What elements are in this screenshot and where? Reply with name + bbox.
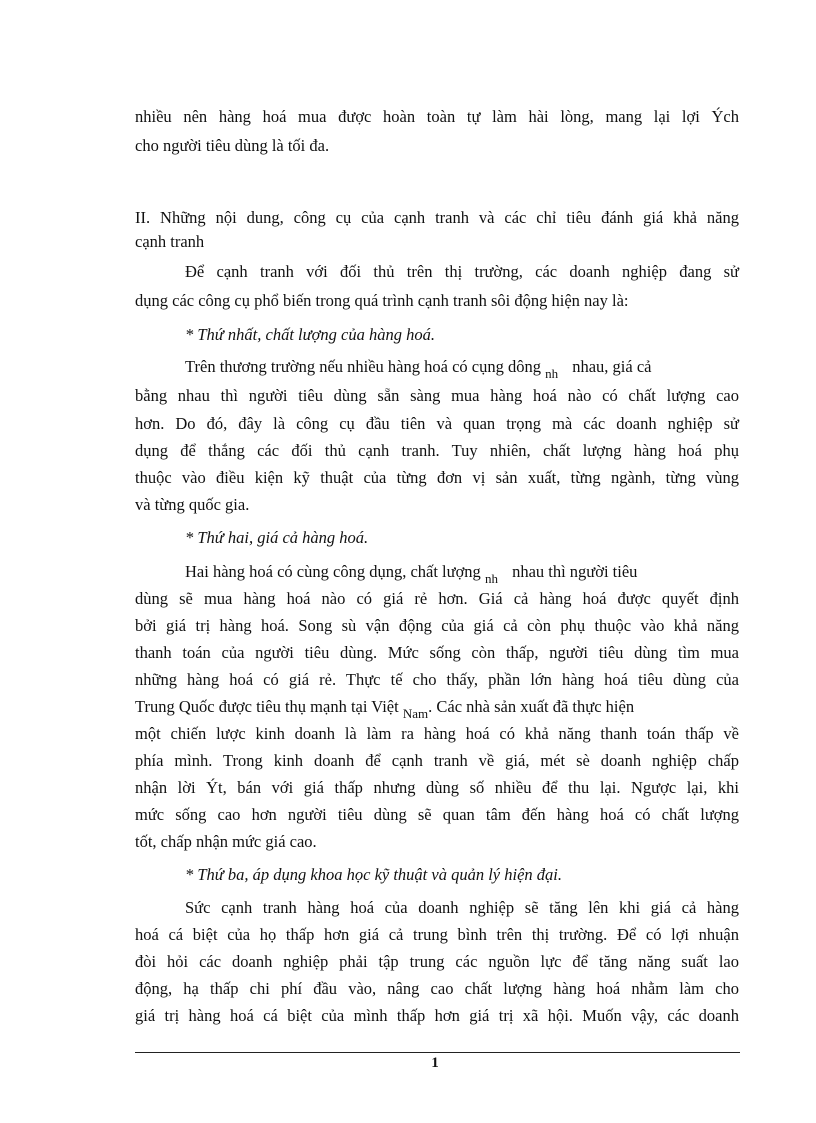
section-heading: II. Những nội dung, công cụ của cạnh tranh và các chỉ tiêu đánh giá khả năng: [135, 208, 739, 227]
text-line: Để cạnh tranh với đối thủ trên thị trường, các doanh nghiệp đang sử: [185, 262, 739, 281]
text-line: hơn. Do đó, đây là công cụ đầu tiên và quan trọng mà các doanh nghiệp sử: [135, 414, 739, 433]
text-line: một chiến lược kinh doanh là làm ra hàng hoá có khả năng thanh toán thấp về: [135, 724, 739, 743]
text-line: cho người tiêu dùng là tối đa.: [135, 136, 330, 155]
text-line: thanh toán của người tiêu dùng. Mức sống còn thấp, người tiêu dùng tìm mua: [135, 643, 739, 662]
text-fragment: nh: [545, 366, 559, 381]
text-line: mức sống cao hơn người tiêu dùng sẽ quan tâm đến hàng hoá có chất lượng: [135, 805, 739, 824]
text-fragment: Hai hàng hoá có cùng công dụng, chất lượng: [185, 562, 481, 581]
text-fragment: nh: [484, 571, 498, 586]
text-line: nhiều nên hàng hoá mua được hoàn toàn tự làm hài lòng, mang lại lợi Ých: [135, 107, 739, 126]
text-line: bằng nhau thì người tiêu dùng sẵn sàng mua hàng hoá nào có chất lượng cao: [135, 386, 739, 405]
text-line: nhận lời Ýt, bán với giá thấp nhưng dùng số nhiều để thu lại. Ngược lại, khi: [135, 778, 739, 797]
item-title: * Thứ hai, giá cả hàng hoá.: [185, 528, 369, 547]
text-fragment: nhau thì người tiêu: [512, 562, 638, 581]
text-line: phía mình. Trong kinh doanh để cạnh tranh về giá, mét sè doanh nghiệp chấp: [135, 751, 739, 770]
text-line: bởi giá trị hàng hoá. Song sù vận động của giá cả còn phụ thuộc vào khả năng: [135, 616, 739, 635]
page-number: 1: [431, 1055, 439, 1071]
text-line: dụng để thắng các đối thủ cạnh tranh. Tuy nhiên, chất lượng hàng hoá phụ: [135, 441, 739, 460]
text-line: [185, 562, 739, 586]
text-line: [185, 357, 739, 381]
item-title: * Thứ ba, áp dụng khoa học kỹ thuật và quản lý hiện đại.: [185, 865, 562, 884]
section-heading: cạnh tranh: [135, 232, 205, 251]
text-line: hoá cá biệt của họ thấp hơn giá cả trung bình trên thị trường. Để có lợi nhuận: [135, 925, 739, 944]
text-line: động, hạ thấp chi phí đầu vào, nâng cao chất lượng hàng hoá nhằm làm cho: [135, 979, 739, 998]
text-line: Sức cạnh tranh hàng hoá của doanh nghiệp sẽ tăng lên khi giá cả hàng: [185, 898, 739, 917]
text-line: dụng các công cụ phổ biến trong quá trình cạnh tranh sôi động hiện nay là:: [135, 291, 629, 310]
text-fragment: Trung Quốc được tiêu thụ mạnh tại Việt: [135, 697, 399, 716]
text-line: những hàng hoá có giá rẻ. Thực tế cho thấy, phần lớn hàng hoá tiêu dùng của: [135, 670, 739, 689]
text-line: giá trị hàng hoá cá biệt của mình thấp hơn giá trị xã hội. Muốn vậy, các doanh: [135, 1006, 739, 1025]
text-line: thuộc vào điều kiện kỹ thuật của từng đơn vị sản xuất, từng ngành, từng vùng: [135, 468, 739, 487]
text-line: [135, 697, 739, 721]
text-line: dùng sẽ mua hàng hoá nào có giá rẻ hơn. Giá cả hàng hoá được quyết định: [135, 589, 739, 608]
text-fragment: Trên thương trường nếu nhiều hàng hoá có cụng dông: [185, 357, 541, 376]
text-line: và từng quốc gia.: [135, 495, 250, 514]
text-line: tốt, chấp nhận mức giá cao.: [135, 832, 317, 851]
item-title: * Thứ nhất, chất lượng của hàng hoá.: [185, 325, 436, 344]
text-fragment: nhau, giá cả: [572, 357, 652, 376]
text-line: đòi hỏi các doanh nghiệp phải tập trung các nguồn lực để tăng năng suất lao: [135, 952, 739, 971]
text-fragment: Nam: [402, 706, 429, 721]
footer-rule: [135, 1052, 740, 1053]
text-fragment: . Các nhà sản xuất đã thực hiện: [428, 697, 635, 716]
